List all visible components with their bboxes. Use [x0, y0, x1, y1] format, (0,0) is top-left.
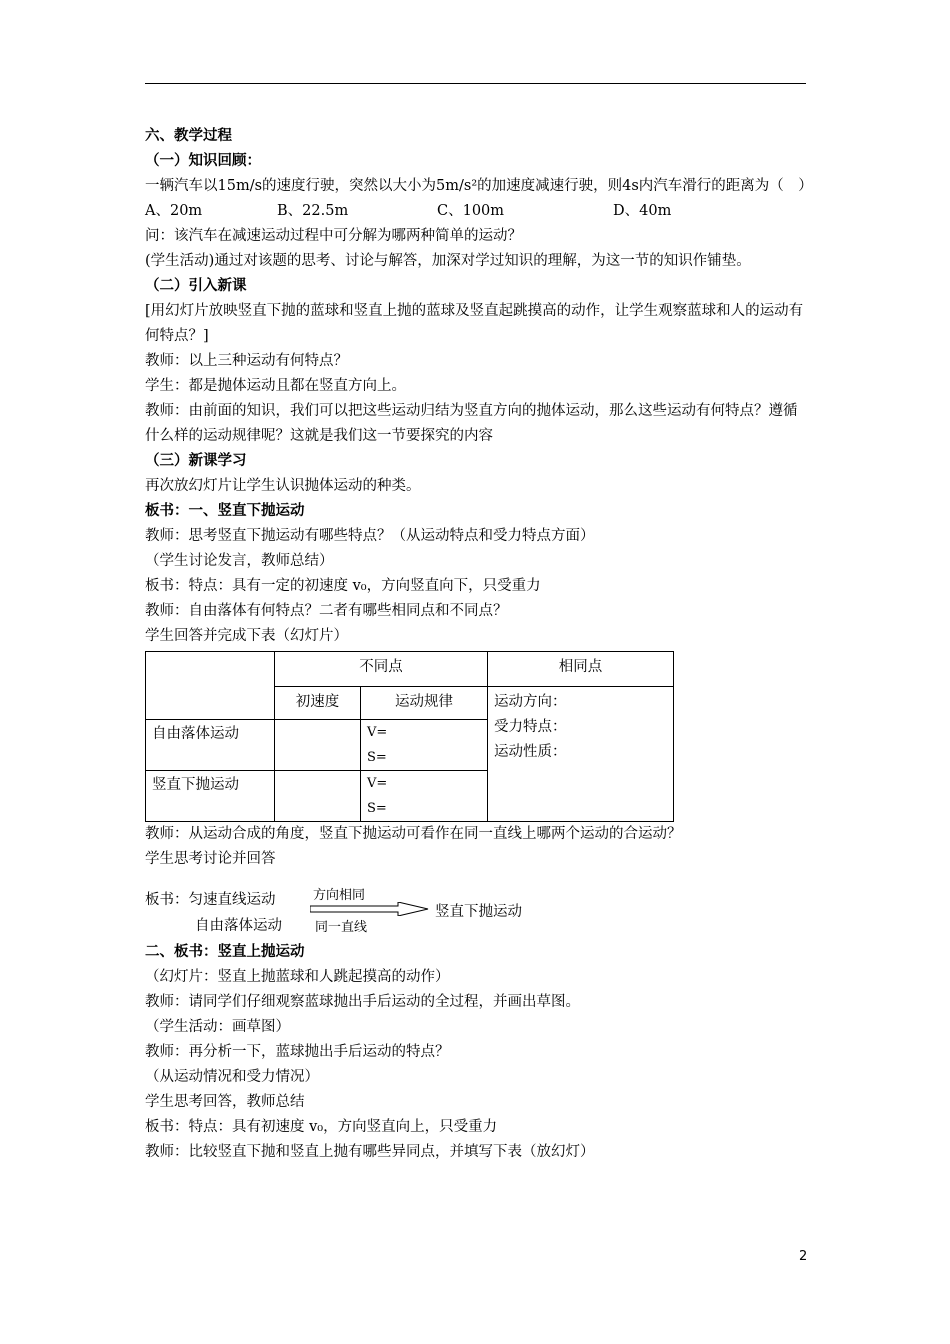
- synthesis-question: 教师：从运动合成的角度，竖直下抛运动可看作在同一直线上哪两个运动的合运动？: [145, 826, 682, 842]
- student-answer: 学生：都是抛体运动且都在竖直方向上。: [145, 378, 406, 394]
- teacher-table-prompt: 教师：比较竖直下抛和竖直上抛有哪些异同点，并填写下表（放幻灯）: [145, 1144, 595, 1160]
- same-direction-label: 方向相同: [313, 888, 366, 903]
- slide-upward: （幻灯片：竖直上抛蓝球和人跳起摸高的动作）: [145, 969, 450, 985]
- same-direction: 运动方向：: [494, 694, 567, 710]
- row-downward-throw: 竖直下抛运动: [146, 771, 275, 822]
- teacher-prompt: 教师：思考竖直下抛运动有哪些特点？（从运动特点和受力特点方面）: [145, 528, 595, 544]
- result-label: 竖直下抛运动: [435, 904, 522, 920]
- motion-synthesis-diagram: [145, 888, 810, 940]
- choice-d: D、40m: [613, 203, 672, 219]
- uniform-motion-label: 板书：匀速直线运动: [145, 892, 276, 908]
- teacher-question: 教师：以上三种运动有何特点？: [145, 353, 348, 369]
- table-intro: 学生回答并完成下表（幻灯片）: [145, 628, 348, 644]
- choice-a: A、20m: [145, 203, 203, 219]
- choice-c: C、100m: [437, 203, 505, 219]
- teacher-observe: 教师：请同学们仔细观察蓝球抛出手后运动的全过程，并画出草图。: [145, 994, 580, 1010]
- board-feature: 板书：特点：具有一定的初速度 v₀，方向竖直向下，只受重力: [145, 578, 541, 594]
- student-activity: (学生活动)通过对该题的思考、讨论与解答，加深对学过知识的理解，为这一节的知识作铺垫。: [145, 253, 751, 269]
- downward-v: V=: [367, 776, 388, 791]
- header-rule: [145, 83, 806, 84]
- teacher-summary: 教师：由前面的知识，我们可以把这些运动归结为竖直方向的抛体运动，那么这些运动有何特点？遵循什么样的运动规律呢？这就是我们这一节要探究的内容: [145, 403, 798, 444]
- choice-b: B、22.5m: [277, 203, 349, 219]
- board-feature-2: 板书：特点：具有初速度 v₀，方向竖直向上，只受重力: [145, 1119, 498, 1135]
- table-corner: [146, 652, 275, 720]
- slide-note: 再次放幻灯片让学生认识抛体运动的种类。: [145, 478, 421, 494]
- comparison-table: [145, 651, 674, 822]
- answer-choices: [145, 199, 810, 224]
- same-force: 受力特点：: [494, 719, 567, 735]
- same-header: 相同点: [488, 652, 674, 687]
- board-heading-1: 板书：一、竖直下抛运动: [145, 503, 305, 519]
- part1-heading: （一）知识回顾：: [145, 153, 261, 169]
- discussion-note: （学生讨论发言，教师总结）: [145, 553, 334, 569]
- same-line-label: 同一直线: [315, 920, 368, 935]
- part2-heading: （二）引入新课: [145, 278, 247, 294]
- student-reply: 学生思考回答，教师总结: [145, 1094, 305, 1110]
- slide-instruction: [用幻灯片放映竖直下抛的蓝球和竖直上抛的蓝球及竖直起跳摸高的动作，让学生观察蓝球和人的运动有何特点？]: [145, 303, 804, 344]
- col-motion-law: 运动规律: [361, 687, 488, 720]
- same-nature: 运动性质：: [494, 744, 567, 760]
- follow-up-question: 问：该汽车在减速运动过程中可分解为哪两种简单的运动？: [145, 228, 522, 244]
- free-fall-v: V=: [367, 725, 388, 740]
- free-fall-label: 自由落体运动: [195, 918, 282, 934]
- arrow-icon: [310, 902, 430, 916]
- free-fall-v0-cell: [275, 720, 361, 771]
- part3-heading: （三）新课学习: [145, 453, 247, 469]
- review-question: 一辆汽车以15m/s的速度行驶，突然以大小为5m/s²的加速度减速行驶，则4s内汽车滑行的距离为（ ）: [145, 178, 813, 194]
- same-points-cell: [488, 687, 674, 822]
- free-fall-law-cell: [361, 720, 488, 771]
- board-heading-2: 二、板书：竖直上抛运动: [145, 944, 305, 960]
- free-fall-s: S=: [367, 750, 387, 765]
- col-initial-velocity: 初速度: [275, 687, 361, 720]
- section-title: 六、教学过程: [145, 128, 232, 144]
- analysis-hint: （从运动情况和受力情况）: [145, 1069, 319, 1085]
- downward-v0-cell: [275, 771, 361, 822]
- teacher-analyze: 教师：再分析一下，蓝球抛出手后运动的特点？: [145, 1044, 450, 1060]
- student-discuss: 学生思考讨论并回答: [145, 851, 276, 867]
- student-sketch: （学生活动：画草图）: [145, 1019, 290, 1035]
- diff-header: 不同点: [275, 652, 488, 687]
- row-free-fall: 自由落体运动: [146, 720, 275, 771]
- page-content: [145, 124, 813, 1165]
- downward-law-cell: [361, 771, 488, 822]
- page-number: 2: [799, 1249, 808, 1264]
- teacher-compare: 教师：自由落体有何特点？二者有哪些相同点和不同点？: [145, 603, 508, 619]
- downward-s: S=: [367, 801, 387, 816]
